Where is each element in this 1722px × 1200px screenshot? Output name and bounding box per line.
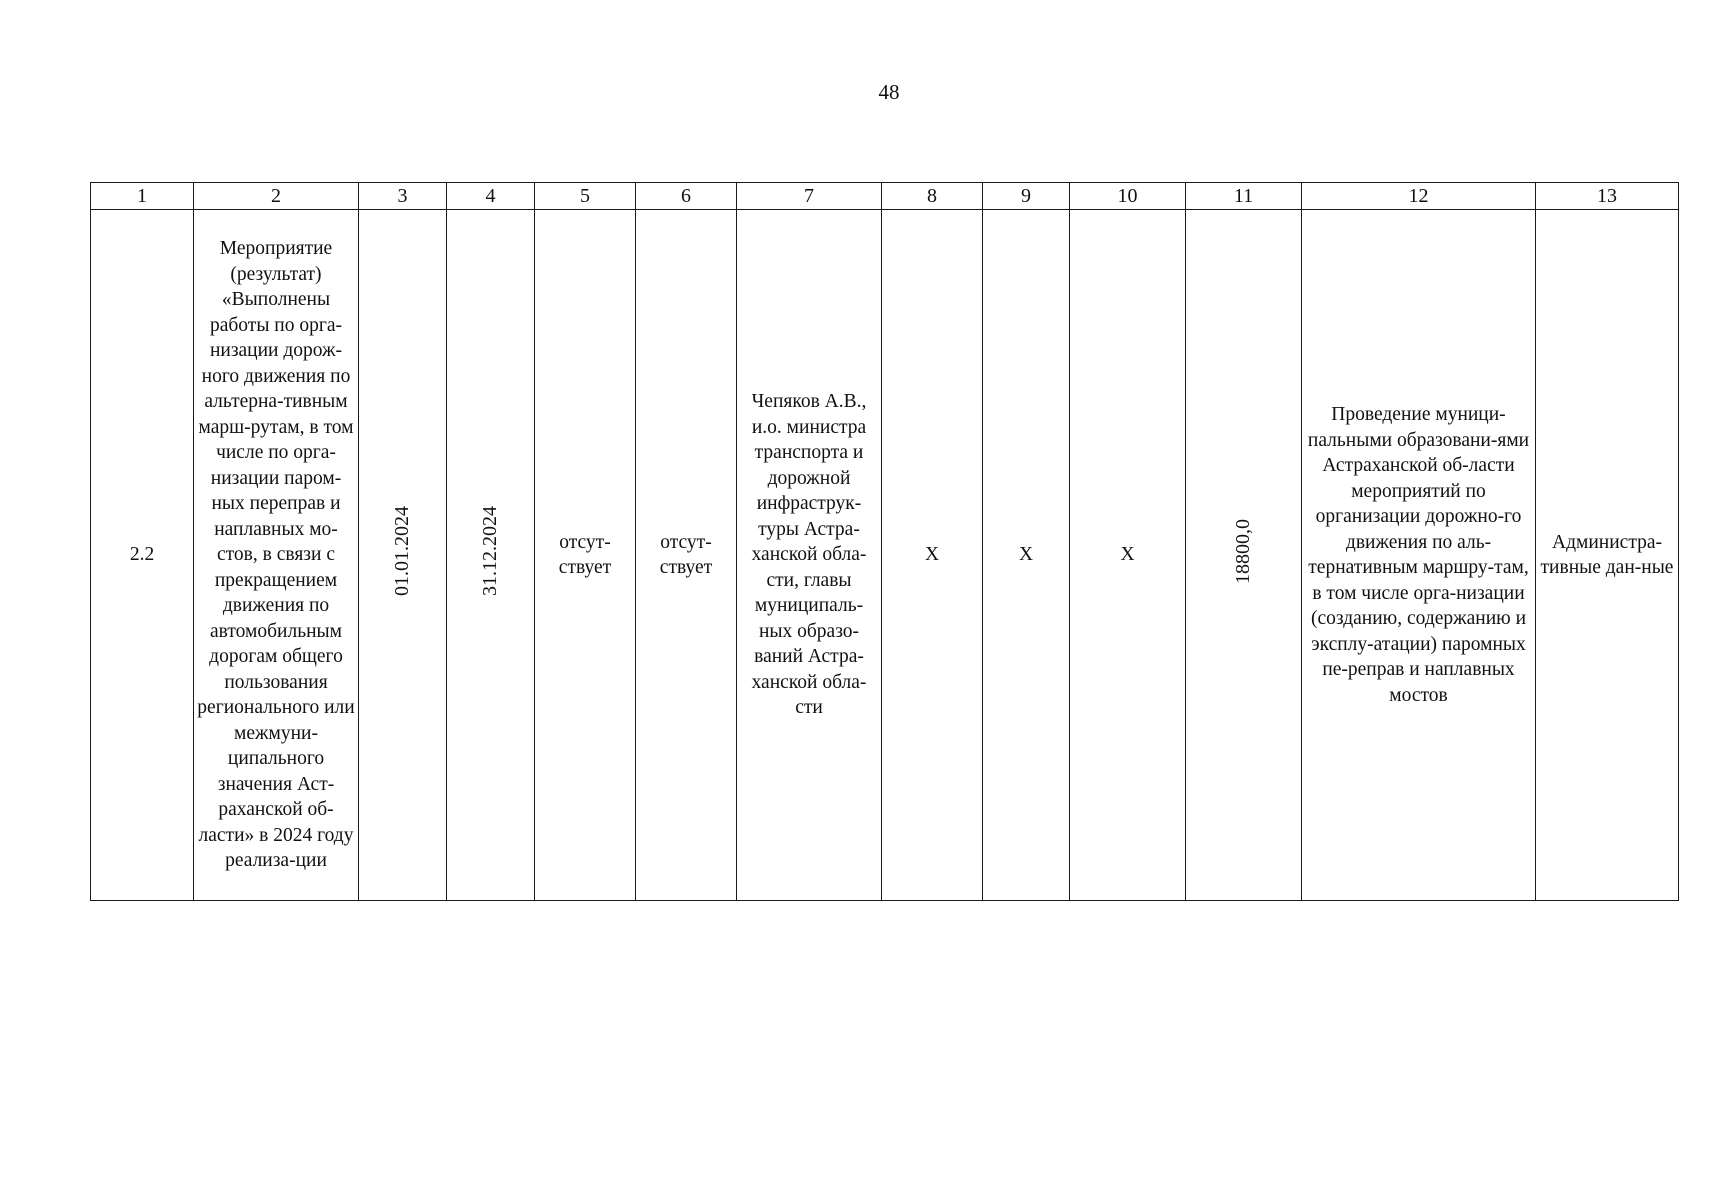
- amount: 18800,0: [1231, 518, 1254, 584]
- column-header: 12: [1302, 183, 1536, 210]
- table-row: [91, 210, 1679, 901]
- col6-cell: [636, 210, 737, 901]
- column-header: 9: [983, 183, 1070, 210]
- event-text: Мероприятие (результат) «Выполнены работы по орга-низации дорож-ного движения по альтерна-тивным марш-рутам, в том числе по орга-низации паром-ных переправ и наплавных мо-стов, в связи с прекращением движения по автомобильным дорогам общего пользования регионального или межмуни-ципального значения Аст-раханской об-ласти» в 2024 году реализа-ции: [197, 238, 355, 872]
- column-header: 3: [359, 183, 447, 210]
- column-header: 11: [1186, 183, 1302, 210]
- column-header: 1: [91, 183, 194, 210]
- column-header: 7: [737, 183, 882, 210]
- responsible-cell: [737, 210, 882, 901]
- column-header: 10: [1070, 183, 1186, 210]
- col8-cell: Х: [882, 210, 983, 901]
- column-header: 2: [194, 183, 359, 210]
- column-header: 6: [636, 183, 737, 210]
- row-number: 2.2: [91, 210, 194, 901]
- amount-cell: [1186, 210, 1302, 901]
- col10-cell: Х: [1070, 210, 1186, 901]
- col9-cell: Х: [983, 210, 1070, 901]
- page-number: 48: [878, 80, 900, 104]
- col5-text: отсут-ствует: [558, 531, 612, 578]
- description-text: Проведение муници-пальными образовани-ями Астраханской об-ласти мероприятий по организации дорожно-го движения по аль-тернативным маршру-там, в том числе орга-низации (созданию, содержанию и эксплу-атации) паромных пе-реправ и наплавных мостов: [1307, 404, 1530, 706]
- header-row: [91, 183, 1679, 210]
- source-cell: [1536, 210, 1679, 901]
- responsible-text: Чепяков А.В., и.о. министра транспорта и дорожной инфраструк-туры Астра-ханской обла-сти, главы муниципаль-ных образо-ваний Астра-ханской обла-сти: [751, 391, 867, 719]
- col6-text: отсут-ствует: [659, 531, 713, 578]
- end-date-cell: [447, 210, 535, 901]
- start-date-cell: [359, 210, 447, 901]
- start-date: 01.01.2024: [390, 506, 413, 597]
- column-header: 13: [1536, 183, 1679, 210]
- column-header: 5: [535, 183, 636, 210]
- column-header: 4: [447, 183, 535, 210]
- event-cell: [194, 210, 359, 901]
- source-text: Администра-тивные дан-ные: [1540, 531, 1674, 578]
- end-date: 31.12.2024: [478, 506, 501, 597]
- column-header: 8: [882, 183, 983, 210]
- col5-cell: [535, 210, 636, 901]
- description-cell: [1302, 210, 1536, 901]
- data-table: [90, 182, 1679, 901]
